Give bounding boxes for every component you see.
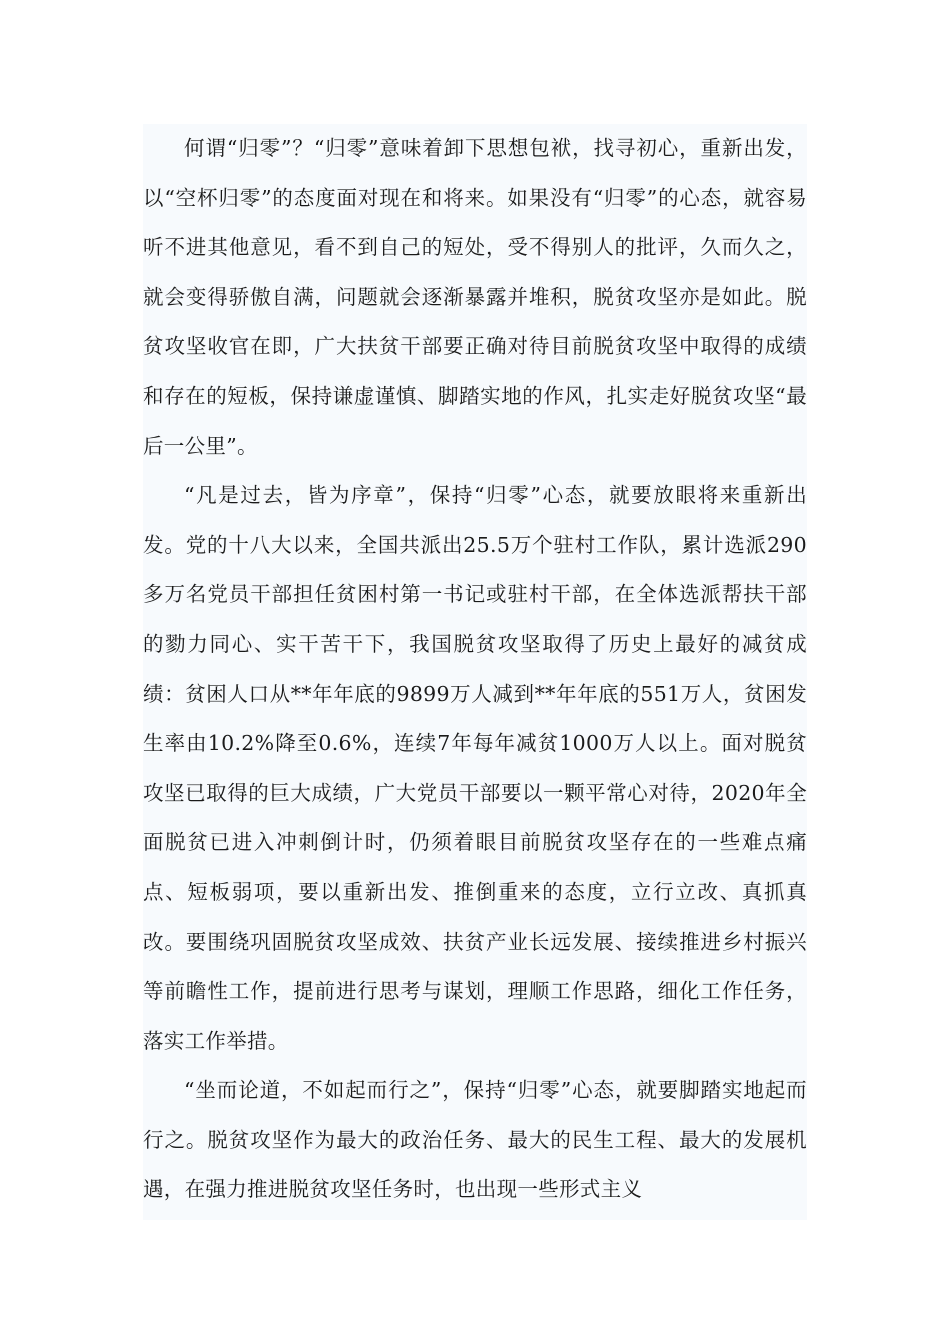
article-body	[143, 124, 807, 1220]
paragraph-1: 何谓“归零”？“归零”意味着卸下思想包袱，找寻初心，重新出发，以“空杯归零”的态度面对现在和将来。如果没有“归零”的心态，就容易听不进其他意见，看不到自己的短处，受不得别人的批评，久而久之，就会变得骄傲自满，问题就会逐渐暴露并堆积，脱贫攻坚亦是如此。脱贫攻坚收官在即，广大扶贫干部要正确对待目前脱贫攻坚中取得的成绩和存在的短板，保持谦虚谨慎、脚踏实地的作风，扎实走好脱贫攻坚“最后一公里”。	[143, 136, 807, 458]
paragraph-3: “坐而论道，不如起而行之”，保持“归零”心态，就要脚踏实地起而行之。脱贫攻坚作为最大的政治任务、最大的民生工程、最大的发展机遇，在强力推进脱贫攻坚任务时，也出现一些形式主义	[143, 1078, 807, 1202]
paragraph-2: “凡是过去，皆为序章”，保持“归零”心态，就要放眼将来重新出发。党的十八大以来，全国共派出25.5万个驻村工作队，累计选派290多万名党员干部担任贫困村第一书记或驻村干部，在全体选派帮扶干部的勠力同心、实干苦干下，我国脱贫攻坚取得了历史上最好的减贫成绩：贫困人口从**年年底的9899万人减到**年年底的551万人，贫困发生率由10.2%降至0.6%，连续7年每年减贫1000万人以上。面对脱贫攻坚已取得的巨大成绩，广大党员干部要以一颗平常心对待，2020年全面脱贫已进入冲刺倒计时，仍须着眼目前脱贫攻坚存在的一些难点痛点、短板弱项，要以重新出发、推倒重来的态度，立行立改、真抓真改。要围绕巩固脱贫攻坚成效、扶贫产业长远发展、接续推进乡村振兴等前瞻性工作，提前进行思考与谋划，理顺工作思路，细化工作任务，落实工作举措。	[143, 483, 807, 1053]
